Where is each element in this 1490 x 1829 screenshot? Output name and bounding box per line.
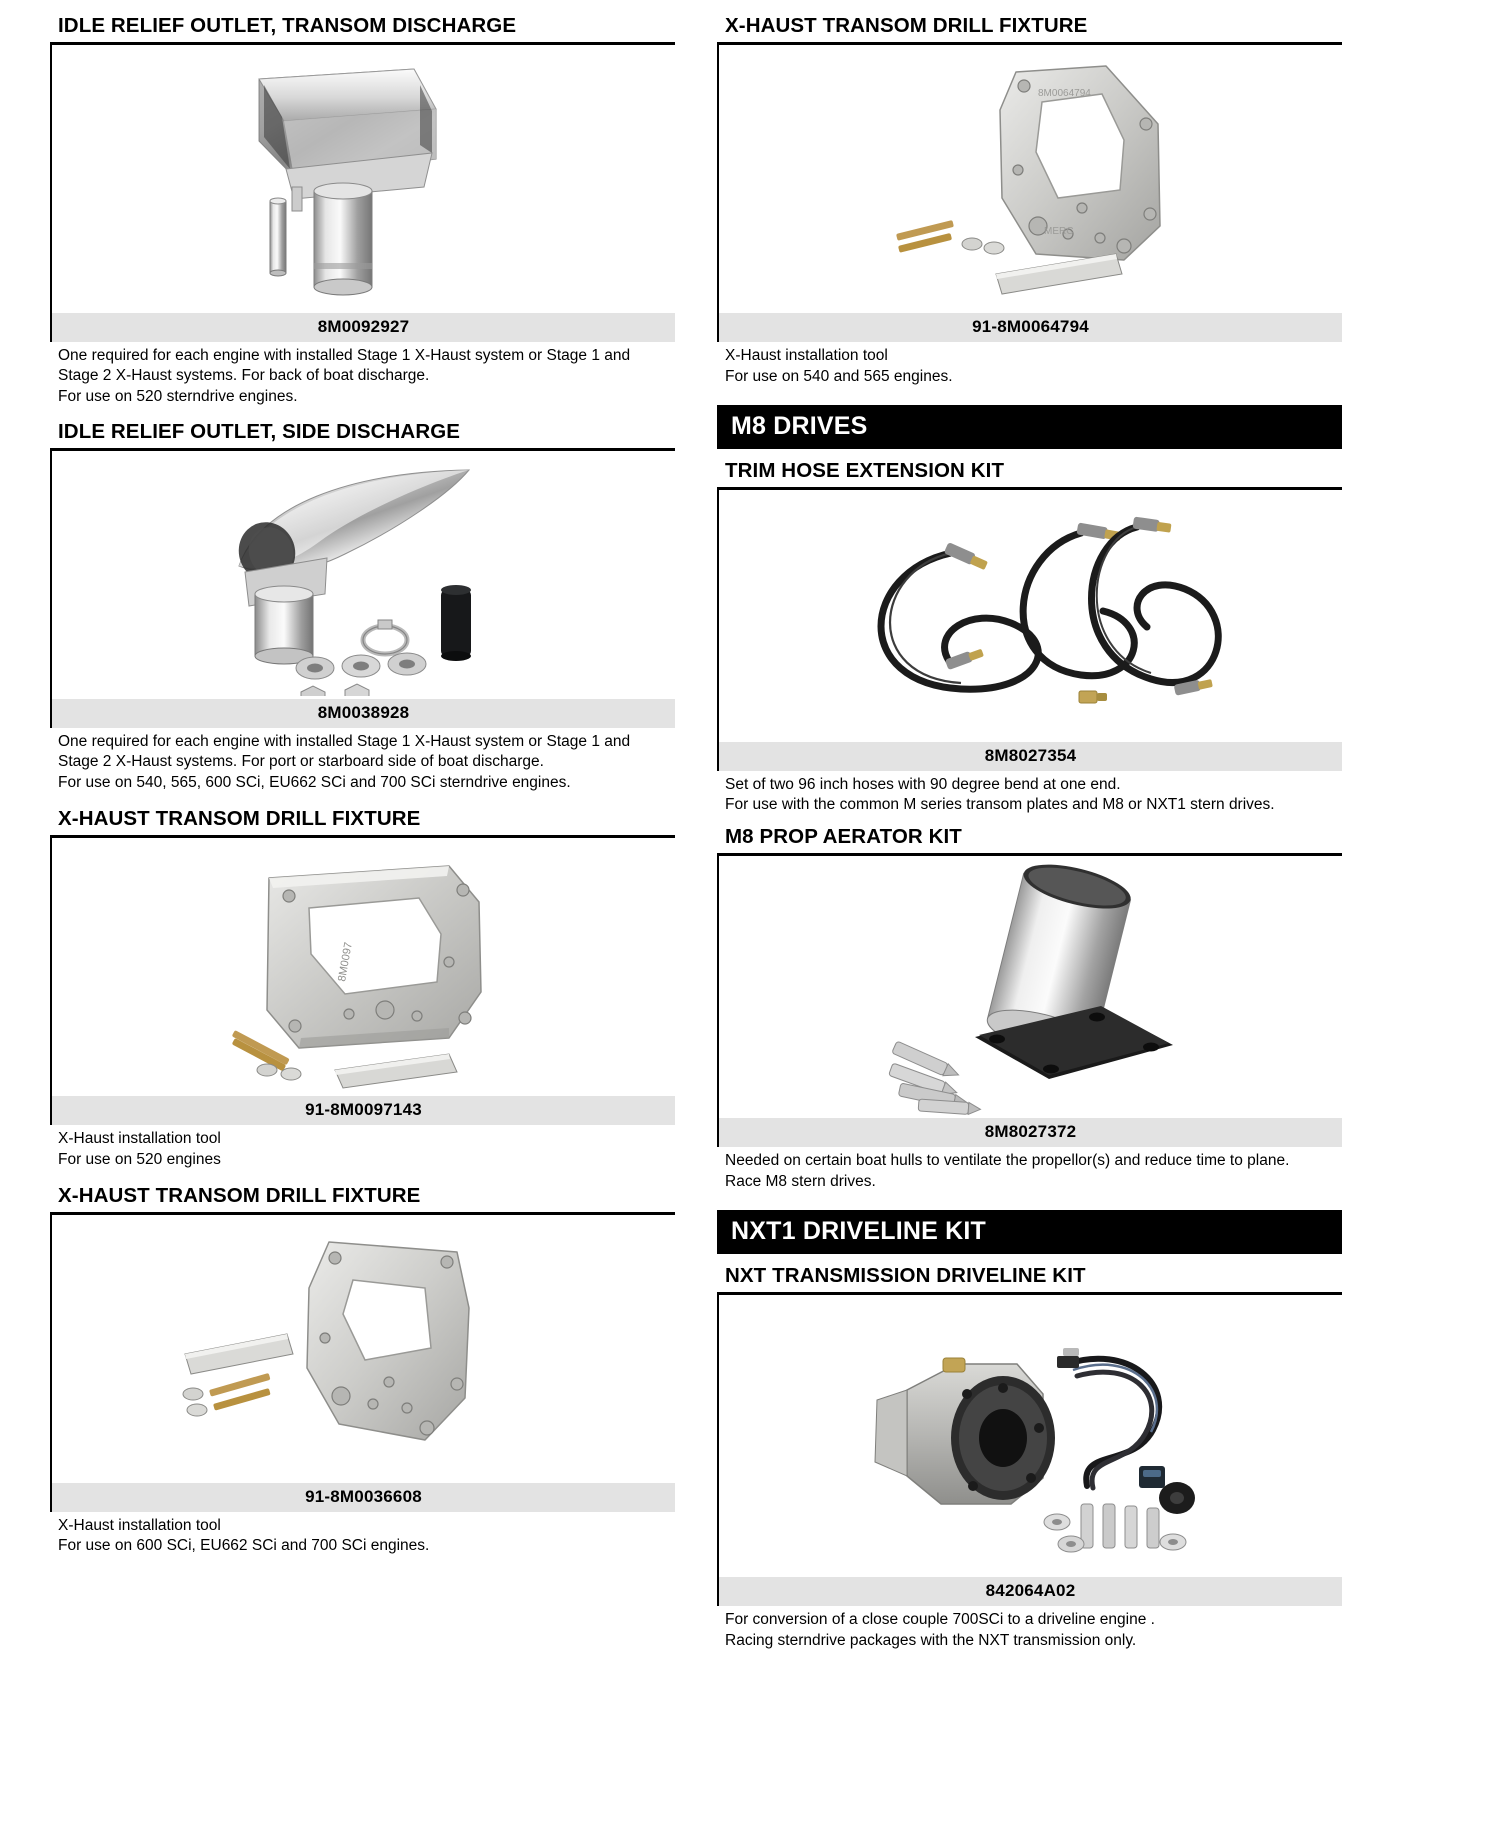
part-prefix: 91-	[305, 1099, 331, 1119]
product-figure	[717, 45, 1342, 313]
item-title: IDLE RELIEF OUTLET, SIDE DISCHARGE	[50, 420, 675, 451]
catalog-item	[717, 825, 1342, 1192]
item-description	[717, 1147, 1342, 1192]
item-description	[50, 1125, 675, 1170]
desc-line: Racing sterndrive packages with the NXT transmission only.	[725, 1631, 1137, 1649]
item-description	[50, 1512, 675, 1557]
part-number: 842064A02	[985, 1580, 1076, 1600]
product-figure	[50, 1215, 675, 1483]
item-title: NXT TRANSMISSION DRIVELINE KIT	[717, 1264, 1342, 1295]
trim-hose-extension-kit-image	[781, 493, 1281, 739]
catalog-item	[50, 420, 675, 792]
svg-text:MERC: MERC	[1043, 226, 1073, 237]
item-title: IDLE RELIEF OUTLET, TRANSOM DISCHARGE	[50, 14, 675, 45]
product-figure	[50, 45, 675, 313]
part-prefix: 91-	[972, 317, 998, 336]
item-description	[717, 342, 1342, 387]
desc-line: X-Haust installation tool	[725, 347, 888, 364]
desc-line: For use on 520 sterndrive engines.	[58, 387, 298, 405]
product-figure	[717, 1295, 1342, 1577]
left-column	[50, 14, 675, 1829]
catalog-item	[50, 14, 675, 406]
desc-line: For use on 600 SCi, EU662 SCi and 700 SCi engines.	[58, 1537, 430, 1555]
desc-line: Set of two 96 inch hoses with 90 degree bend at one end.	[725, 775, 1121, 793]
part-number-bar	[717, 1118, 1342, 1147]
idle-relief-outlet-side-discharge-image	[149, 454, 579, 696]
nxt-transmission-driveline-kit-image	[781, 1298, 1281, 1574]
x-haust-transom-drill-fixture-540-image	[806, 48, 1256, 310]
part-number-bar	[50, 1096, 675, 1125]
catalog-item	[50, 807, 675, 1170]
item-title: X-HAUST TRANSOM DRILL FIXTURE	[50, 1184, 675, 1215]
svg-text:8M0097: 8M0097	[335, 941, 355, 983]
item-description	[50, 342, 675, 406]
x-haust-transom-drill-fixture-520-image	[149, 842, 579, 1092]
item-title: X-HAUST TRANSOM DRILL FIXTURE	[50, 807, 675, 838]
desc-line: For conversion of a close couple 700SCi to a driveline engine .	[725, 1610, 1155, 1628]
desc-line: One required for each engine with installed Stage 1 X-Haust system or Stage 1 and Stage 2 X-Haust systems. For port or starboard side of boat discharge.	[58, 733, 631, 771]
part-number: 8M0064794	[997, 317, 1089, 336]
item-title: X-HAUST TRANSOM DRILL FIXTURE	[717, 14, 1342, 45]
section-banner-m8-drives: M8 DRIVES	[717, 405, 1342, 449]
desc-line: One required for each engine with installed Stage 1 X-Haust system or Stage 1 and Stage 2 X-Haust systems. For back of boat discharge.	[58, 347, 631, 384]
desc-line: For use with the common M series transom plates and M8 or NXT1 stern drives.	[725, 796, 1275, 814]
part-number-bar	[717, 742, 1342, 771]
catalog-item	[717, 14, 1342, 387]
catalog-item	[717, 1264, 1342, 1651]
part-number-bar	[717, 313, 1342, 342]
catalog-item	[717, 459, 1342, 816]
m8-prop-aerator-kit-image	[801, 859, 1261, 1115]
desc-line: For use on 520 engines	[58, 1150, 221, 1168]
x-haust-transom-drill-fixture-600-image	[139, 1218, 589, 1480]
part-number: 8M8027372	[984, 1122, 1077, 1142]
svg-text:8M0064794: 8M0064794	[1037, 88, 1091, 99]
desc-line: Race M8 stern drives.	[725, 1173, 876, 1191]
idle-relief-outlet-transom-discharge-image	[174, 49, 554, 309]
part-number-bar	[717, 1577, 1342, 1606]
item-title: M8 PROP AERATOR KIT	[717, 825, 1342, 856]
part-prefix: 91-	[305, 1486, 331, 1506]
part-number: 8M0038928	[317, 703, 410, 723]
desc-line: Needed on certain boat hulls to ventilate the propellor(s) and reduce time to plane.	[725, 1152, 1290, 1170]
part-number: 8M0097143	[330, 1099, 422, 1119]
part-number: 8M0036608	[330, 1486, 422, 1506]
right-column	[717, 14, 1342, 1829]
part-number-bar	[50, 313, 675, 342]
item-title: TRIM HOSE EXTENSION KIT	[717, 459, 1342, 490]
product-figure	[717, 856, 1342, 1118]
item-description	[717, 1606, 1342, 1651]
desc-line: For use on 540, 565, 600 SCi, EU662 SCi and 700 SCi sterndrive engines.	[58, 774, 571, 792]
section-banner-nxt1-driveline-kit: NXT1 DRIVELINE KIT	[717, 1210, 1342, 1254]
product-figure	[717, 490, 1342, 742]
item-description	[717, 771, 1342, 816]
desc-line: For use on 540 and 565 engines.	[725, 367, 953, 385]
item-description	[50, 728, 675, 792]
part-number-bar	[50, 1483, 675, 1512]
part-number-bar	[50, 699, 675, 728]
product-figure	[50, 838, 675, 1096]
desc-line: X-Haust installation tool	[58, 1129, 221, 1147]
catalog-item	[50, 1184, 675, 1557]
part-number: 8M0092927	[317, 317, 410, 336]
product-figure	[50, 451, 675, 699]
part-number: 8M8027354	[984, 745, 1077, 765]
desc-line: X-Haust installation tool	[58, 1516, 221, 1534]
